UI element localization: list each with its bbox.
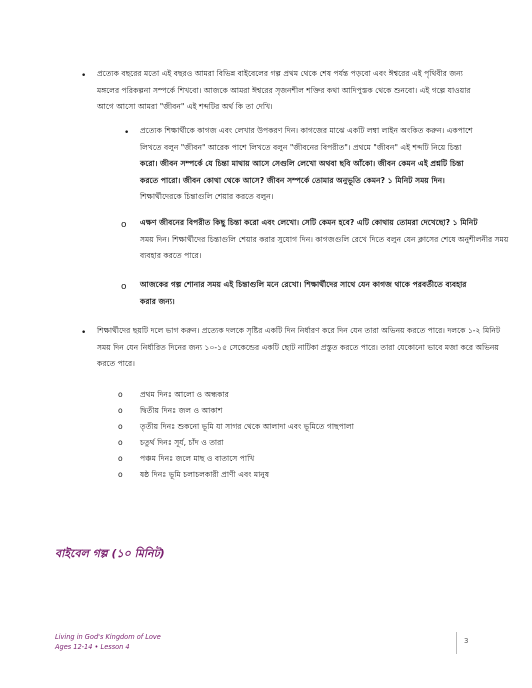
bullet-filled: • [81,71,87,81]
text-line: আগে আসো আমরা "জীবন" এই শব্দটির অর্থ কি তা দেখি। [97,102,273,111]
text-line: আজকের গল্প শোনার সময় এই চিন্তাগুলি মনে রেখো। শিক্ষার্থীদের সাথে যেন কাগজ থাকে পরবর্তীতে ব্যবহার [140,280,467,289]
text-line: করার জন্য। [140,296,175,306]
list-item-text: দ্বিতীয় দিনঃ জল ও আকাশ [140,406,223,415]
text-line: করতে পারো। জীবন কোথা থেকে আসে? জীবন সম্পর্কে তোমার অনুভূতি কেমন? ১ মিনিট সময় দিন। [140,175,445,185]
text-line: প্রত্যেক বছরের মতো এই বছরও আমরা বিভিন্ন বাইবেলের গল্প প্রথম থেকে শেষ পর্যন্ত পড়বো এবং ঈশ্বরের এই পৃথিবীর জন্য [97,69,463,78]
list-item [118,419,354,435]
footer [55,632,161,652]
text-line: করো। জীবন সম্পর্কে যে চিন্তা মাথায় আসে সেগুলি লেখো অথবা ছবি আঁকো। জীবন কেমন এই প্রশ্নটি চিন্তা [140,159,464,168]
bullet-hollow: o [118,438,123,447]
list-item-text: তৃতীয় দিনঃ শুকনো ভূমি যা সাগর থেকে আলাদা এবং ভূমিতে গাছপালা [140,422,354,431]
group-activity-paragraph [97,323,500,373]
text-line: করতে পারে। [97,359,135,368]
opposite-of-life-instructions [140,215,508,265]
list-item-text: ষষ্ঠ দিনঃ ভূমি চলাচলকারী প্রাণী এবং মানুষ [140,470,270,479]
bullet-filled: • [81,328,87,338]
list-item-text: পঞ্চম দিনঃ জলে মাছ ও বাতাসে পাখি [140,454,255,463]
list-item-text: প্রথম দিনঃ আলো ও অন্ধকার [140,390,229,399]
footer-title: Living in God's Kingdom of Love [55,633,161,641]
bullet-hollow: o [121,282,127,292]
text-line: ব্যবহার করতে পারে। [140,251,202,260]
text-line: সময় দিন যেন নির্ধারিত দিনের জন্য ১০-১৫ সেকেন্ডের একটি ছোট নাটিকা প্রস্তুত করতে পারে। তারা যেকোনো ভাবে মজা করে অভিনয় [97,342,499,352]
bullet-hollow: o [118,406,123,415]
list-item [118,451,354,467]
activity-instructions [140,123,473,206]
intro-paragraph [97,66,471,116]
page-number: 3 [464,637,469,645]
list-item [118,435,354,451]
text-line: শিক্ষার্থীদের ছয়টি দলে ভাগ করুন। প্রত্যেক দলকে সৃষ্টির একটি দিন নির্ধারণ করে দিন যেন তারা অভিনয় করতে পারে। দলকে ১-২ মিনিট [97,326,501,335]
text-line: এক্ষণ জীবনের বিপরীত কিছু চিন্তা করো এবং লেখো। সেটি কেমন হবে? এটি কোথায় তোমরা দেখেছো? ১ মিনিট [140,218,478,227]
list-item-text: চতুর্থ দিনঃ সূর্য, চাঁদ ও তারা [140,438,224,447]
bullet-hollow: o [121,220,127,230]
list-item [118,403,354,419]
text-line: প্রত্যেক শিক্ষার্থীকে কাগজ এবং লেখার উপকরণ দিন। কাগজের মাঝে একটি লম্বা লাইন অংকিত করুন। একপাশে [140,126,473,135]
creation-days-list [118,387,354,483]
footer-subtitle: Ages 12-14 • Lesson 4 [55,643,130,651]
bullet-hollow: o [118,422,123,431]
remember-thoughts-instructions [140,277,466,310]
bullet-hollow: o [118,454,123,463]
list-item [118,387,354,403]
text-line: মঙ্গলের পরিকল্পনা সম্পর্কে শিখবো। আজকে আমরা ঈশ্বরের সৃজনশীল শক্তির কথা আদিপুস্তক থেকে শুনবো। এই গল্পে যাওয়ার [97,85,471,95]
bullet-hollow: o [118,390,123,399]
text-line: লিখতে বলুন "জীবন" আরেক পাশে লিখতে বলুন "জীবনের বিপরীত"। প্রথমে "জীবন" এই শব্দটি নিয়ে চিন্তা [140,142,462,152]
section-heading: বাইবেল গল্প (১০ মিনিট) [55,547,165,560]
bullet-filled: • [124,128,130,138]
list-item [118,467,354,483]
text-line: শিক্ষার্থীদেরকে চিন্তাগুলি শেয়ার করতে বলুন। [140,192,274,201]
text-line: সময় দিন। শিক্ষার্থীদের চিন্তাগুলি শেয়ার করার সুযোগ দিন। কাগজগুলি রেখে দিতে বলুন যেন ক্লাসের শেষে অনুশীলনীর সময় [140,234,509,244]
footer-divider [456,632,457,654]
bullet-hollow: o [118,470,123,479]
